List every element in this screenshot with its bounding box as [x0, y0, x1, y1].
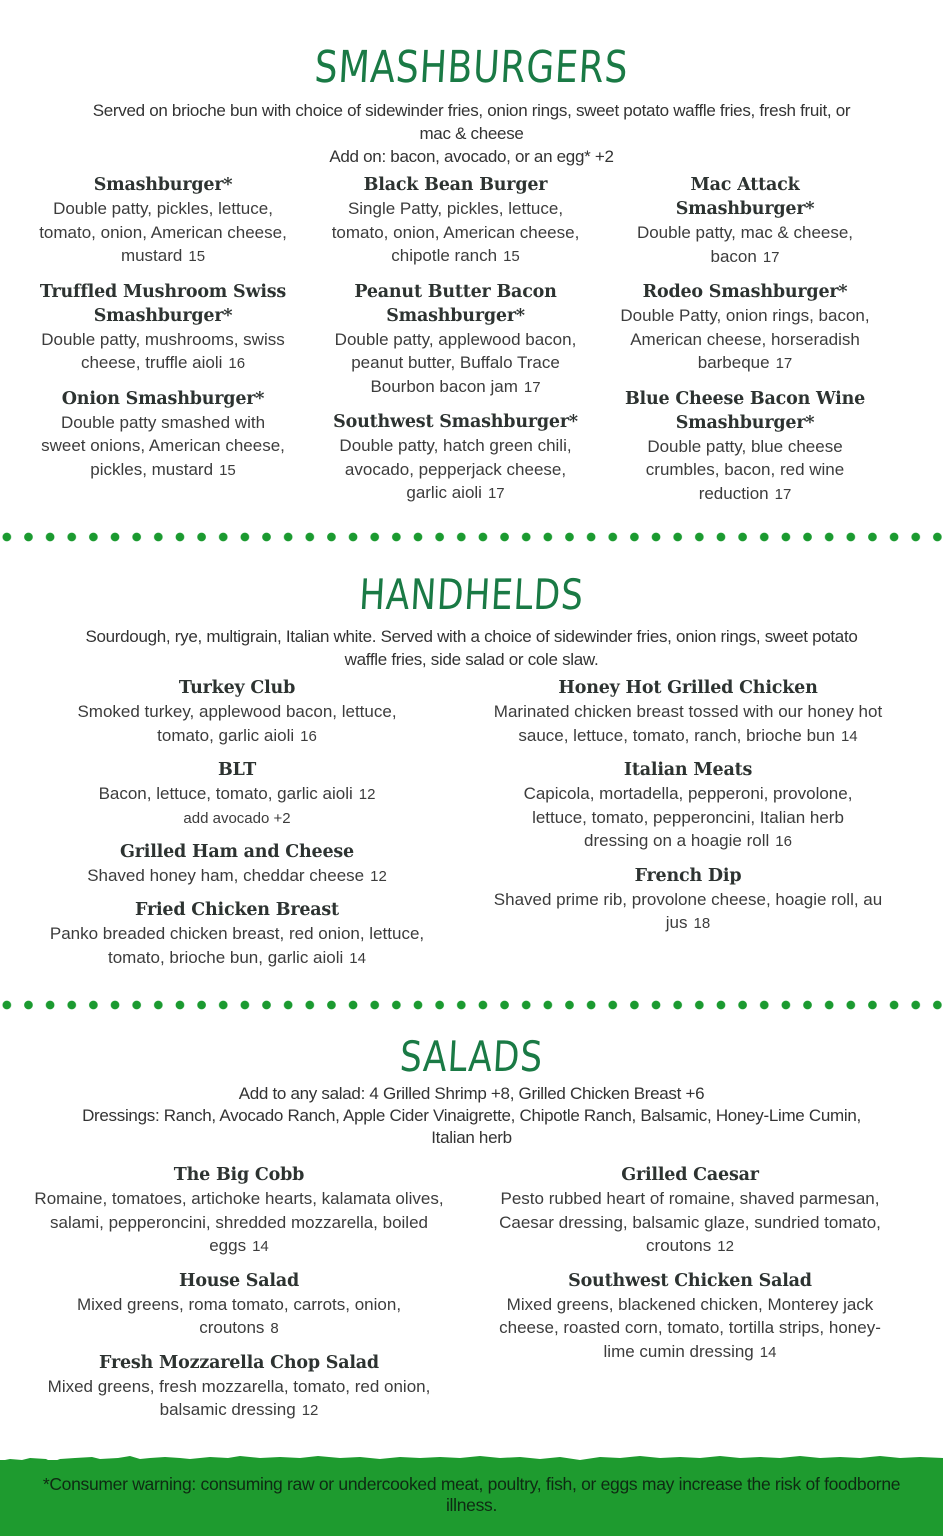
menu-item-name: Peanut Butter Bacon Smashburger*	[354, 281, 557, 326]
menu-item-price: 17	[523, 378, 541, 396]
menu-item-desc: Smoked turkey, applewood bacon, lettuce, tomato, garlic aioli 16	[77, 702, 397, 745]
section-title-salads: SALADS	[398, 1032, 545, 1081]
menu-item-desc: Double Patty, onion rings, bacon, American cheese, horseradish barbeque 17	[620, 306, 870, 372]
smashburgers-addon: Add on: bacon, avocado, or an egg* +2	[329, 147, 614, 166]
menu-item-price: 16	[775, 833, 792, 850]
smashburgers-column-2	[328, 173, 583, 506]
menu-item-desc: Double patty, mushrooms, swiss cheese, truffle aioli 16	[41, 329, 285, 372]
smashburgers-sides-line2: mac & cheese	[419, 124, 524, 143]
menu-item	[30, 898, 444, 970]
menu-item-price: 17	[762, 248, 780, 266]
dotted-divider	[0, 1000, 943, 1010]
menu-item-name: Southwest Smashburger*	[333, 412, 578, 432]
menu-item	[482, 676, 894, 748]
menu-item-name: Black Bean Burger	[363, 175, 548, 195]
salads-intro	[30, 1083, 913, 1149]
menu-item-name: The Big Cobb	[173, 1165, 305, 1185]
menu-item-desc: Pesto rubbed heart of romaine, shaved parmesan, Caesar dressing, balsamic glaze, sundried tomato, croutons 12	[499, 1189, 881, 1255]
menu-item	[620, 387, 870, 507]
handhelds-intro-line1: Sourdough, rye, multigrain, Italian white. Served with a choice of sidewinder fries, onion rings, sweet potato	[85, 627, 858, 646]
menu-item	[620, 280, 870, 376]
menu-item-name: Blue Cheese Bacon Wine Smashburger*	[624, 388, 866, 433]
menu-item-price: 18	[693, 915, 711, 932]
menu-item	[482, 864, 894, 936]
menu-item	[34, 1351, 444, 1423]
menu-item-note: add avocado +2	[183, 809, 291, 827]
menu-item-price: 15	[503, 248, 520, 265]
menu-item-name: Honey Hot Grilled Chicken	[558, 678, 818, 698]
menu-item	[38, 280, 288, 376]
menu-item-desc: Double patty, mac & cheese, bacon 17	[636, 223, 854, 266]
menu-item-name: Southwest Chicken Salad	[568, 1270, 812, 1291]
menu-item-desc: Double patty, blue cheese crumbles, bacon, red wine reduction 17	[645, 436, 845, 503]
menu-item-name: Grilled Caesar	[621, 1165, 759, 1185]
menu-item-price: 8	[270, 1320, 279, 1337]
menu-item-price: 14	[252, 1238, 269, 1255]
section-title-handhelds: HANDHELDS	[357, 570, 586, 619]
menu-item	[328, 280, 583, 400]
menu-item-name: Onion Smashburger*	[61, 388, 265, 409]
menu-item-price: 17	[774, 485, 792, 503]
menu-item-name: Fresh Mozzarella Chop Salad	[99, 1352, 379, 1373]
menu-item-desc: Panko breaded chicken breast, red onion, lettuce, tomato, brioche bun, garlic aioli 14	[49, 924, 425, 967]
menu-item-desc: Double patty smashed with sweet onions, American cheese, pickles, mustard 15	[41, 412, 285, 479]
menu-item-name: Mac Attack Smashburger*	[675, 175, 815, 219]
consumer-warning: *Consumer warning: consuming raw or undercooked meat, poultry, fish, or eggs may increase the risk of foodborne illness.	[42, 1474, 901, 1515]
menu-item-name: Truffled Mushroom Swiss Smashburger*	[39, 281, 287, 326]
menu-item	[328, 173, 583, 269]
menu-item-name: Smashburger*	[93, 175, 233, 195]
menu-item-desc: Mixed greens, blackened chicken, Monterey jack cheese, roasted corn, tomato, tortilla strips, honey-lime cumin dressing 14	[499, 1294, 881, 1361]
menu-item-name: Grilled Ham and Cheese	[120, 841, 354, 862]
menu-item-desc: Double patty, hatch green chili, avocado, pepperjack cheese, garlic aioli 17	[339, 436, 572, 502]
menu-item-name: Turkey Club	[178, 678, 296, 698]
dotted-divider	[0, 532, 943, 542]
menu-item	[30, 758, 444, 830]
salads-dressings-line1: Dressings: Ranch, Avocado Ranch, Apple Cider Vinaigrette, Chipotle Ranch, Balsamic, Honey-Lime Cumin,	[82, 1106, 861, 1125]
menu-item	[328, 410, 583, 506]
menu-item-desc: Double patty, applewood bacon, peanut butter, Buffalo Trace Bourbon bacon jam 17	[334, 329, 577, 396]
smashburgers-column-3	[620, 173, 870, 506]
handhelds-intro	[30, 625, 913, 671]
menu-item	[482, 758, 894, 854]
smashburgers-column-1	[38, 173, 288, 482]
menu-item-price: 12	[301, 1402, 319, 1419]
handhelds-column-1	[30, 676, 444, 970]
menu-item-desc: Bacon, lettuce, tomato, garlic aioli 12	[98, 784, 376, 803]
salads-addons: Add to any salad: 4 Grilled Shrimp +8, Grilled Chicken Breast +6	[238, 1084, 705, 1103]
menu-item-desc: Shaved prime rib, provolone cheese, hoagie roll, au jus 18	[493, 889, 883, 932]
menu-item-name: French Dip	[634, 865, 742, 886]
menu-item-name: Italian Meats	[623, 760, 753, 780]
menu-item	[38, 387, 288, 483]
menu-item-price: 14	[840, 727, 858, 745]
menu-item	[34, 1163, 444, 1259]
menu-item-price: 16	[228, 355, 246, 372]
menu-item-desc: Shaved honey ham, cheddar cheese 12	[87, 865, 387, 885]
smashburgers-sides-line1: Served on brioche bun with choice of sidewinder fries, onion rings, sweet potato waffle fries, fresh fruit, or	[92, 101, 851, 120]
menu-item-desc: Double patty, pickles, lettuce, tomato, onion, American cheese, mustard 15	[39, 199, 287, 265]
menu-item-price: 12	[717, 1238, 734, 1255]
menu-item-price: 15	[188, 248, 206, 265]
menu-item-price: 17	[775, 355, 793, 372]
menu-item	[30, 676, 444, 748]
menu-item-price: 16	[300, 727, 317, 745]
menu-item-price: 17	[487, 485, 505, 502]
handhelds-column-2	[482, 676, 894, 936]
menu-item-desc: Marinated chicken breast tossed with our honey hot sauce, lettuce, tomato, ranch, brioche bun 14	[493, 702, 883, 745]
menu-item-price: 12	[370, 867, 387, 885]
menu-item-name: BLT	[217, 760, 257, 780]
menu-item	[30, 840, 444, 889]
menu-item-desc: Single Patty, pickles, lettuce, tomato, onion, American cheese, chipotle ranch 15	[331, 199, 580, 265]
menu-item-name: Rodeo Smashburger*	[642, 282, 848, 302]
salads-dressings-line2: Italian herb	[431, 1128, 512, 1147]
salads-column-2	[484, 1163, 896, 1364]
menu-item	[34, 1269, 444, 1341]
menu-item	[484, 1163, 896, 1259]
menu-item-desc: Mixed greens, roma tomato, carrots, onion, croutons 8	[76, 1294, 402, 1337]
section-title-smashburgers: SMASHBURGERS	[313, 42, 630, 93]
smashburgers-intro	[30, 99, 913, 168]
menu-item-price: 14	[759, 1343, 777, 1361]
menu-item	[38, 173, 288, 269]
menu-item-desc: Capicola, mortadella, pepperoni, provolone, lettuce, tomato, pepperoncini, Italian herb dressing on a hoagie roll 16	[523, 784, 853, 850]
menu-item-desc: Romaine, tomatoes, artichoke hearts, kalamata olives, salami, pepperoncini, shredded mozzarella, boiled eggs 14	[34, 1189, 444, 1255]
menu-item	[484, 1269, 896, 1365]
menu-item-name: House Salad	[178, 1270, 299, 1291]
salads-column-1	[34, 1163, 444, 1423]
menu-item	[620, 173, 870, 269]
menu-item-price: 12	[358, 786, 376, 803]
menu-item-price: 14	[349, 949, 366, 967]
menu-item-price: 15	[219, 461, 236, 479]
handhelds-intro-line2: waffle fries, side salad or cole slaw.	[344, 650, 599, 669]
menu-item-name: Fried Chicken Breast	[135, 900, 339, 920]
menu-item-desc: Mixed greens, fresh mozzarella, tomato, red onion, balsamic dressing 12	[47, 1376, 431, 1419]
